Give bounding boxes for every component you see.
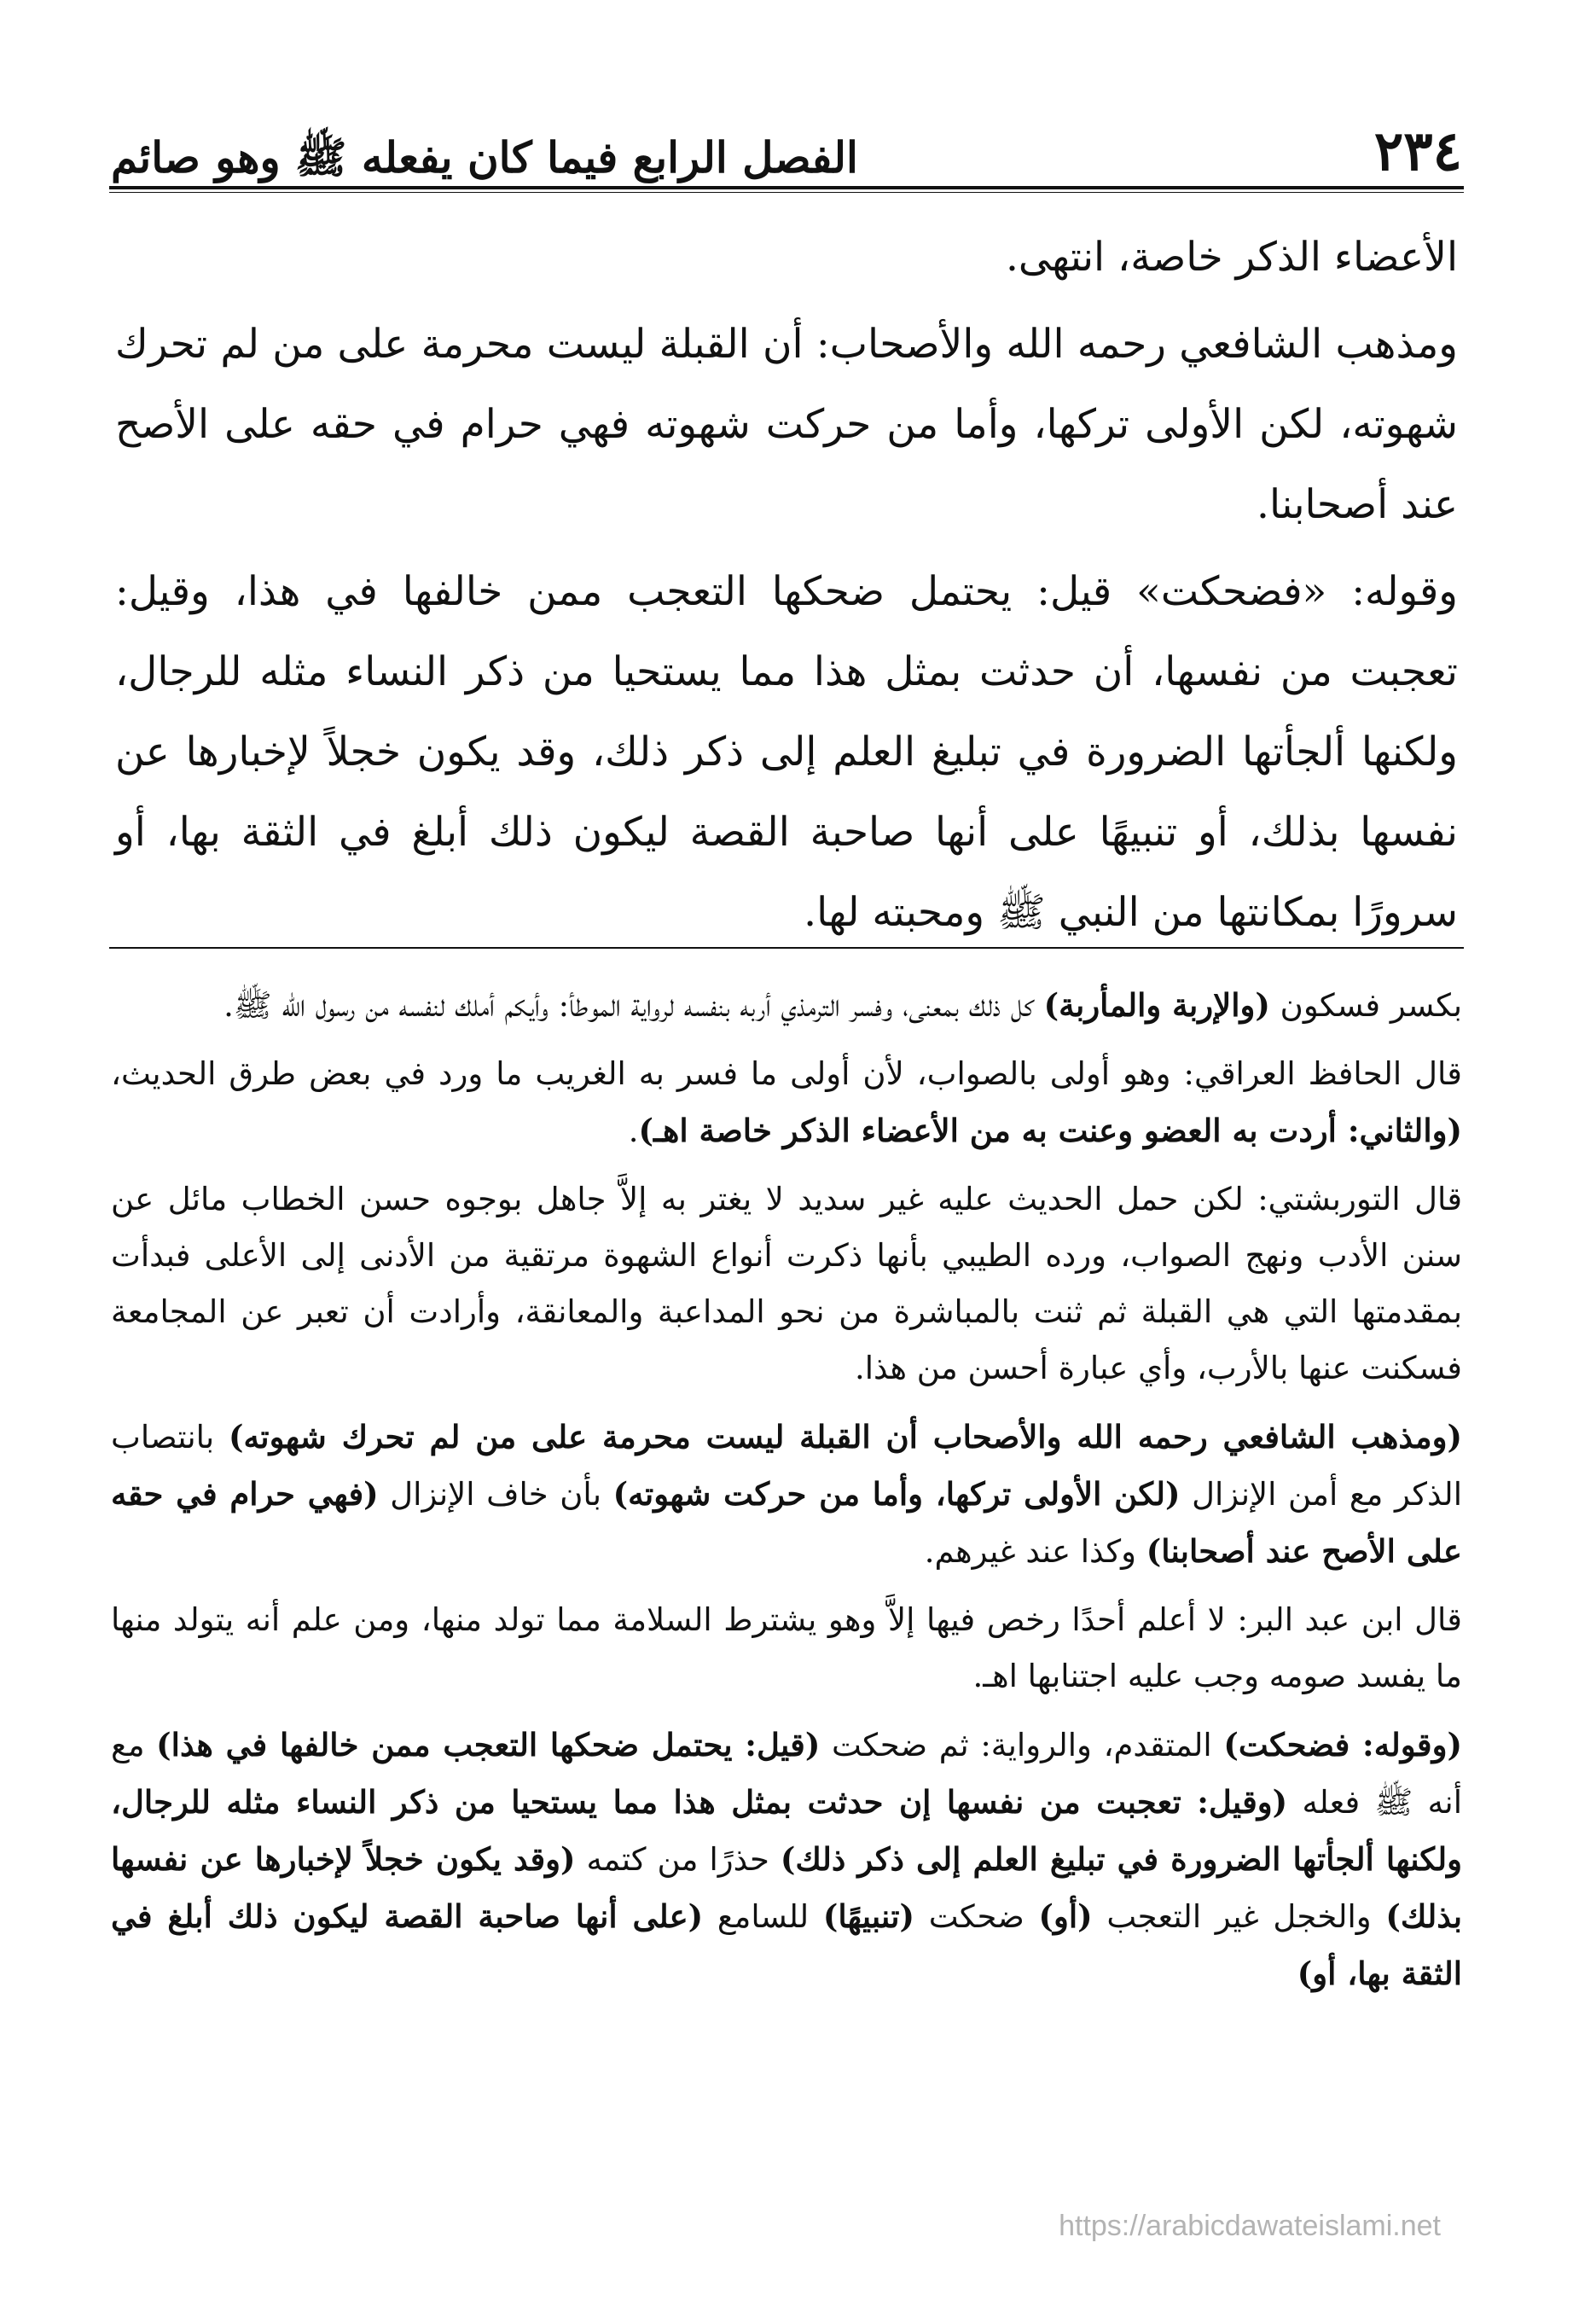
footnote-paragraph (111, 977, 1462, 1034)
footnote-text: . (628, 1113, 639, 1149)
footnote-bold-text: (أو) (1038, 1897, 1093, 1935)
footnote-paragraph (111, 1592, 1462, 1705)
footnote-bold-text: (تنبيهًا) (822, 1897, 914, 1935)
footnote-text: بأن خاف الإنزال (378, 1476, 613, 1513)
footnote-bold-text: (وقد يكون خجلاً لإخبارها عن نفسها بذلك) (111, 1840, 1463, 1935)
main-paragraph: ومذهب الشافعي رحمه الله والأصحاب: أن القبلة ليست محرمة على من لم تحرك شهوته، لكن الأولى تركها، وأما من حركت شهوته فهي حرام في حقه على الأصح عند أصحابنا. (115, 321, 1458, 528)
footnote-paragraph (111, 1171, 1462, 1397)
main-paragraph: الأعضاء الذكر خاصة، انتهى. (1005, 234, 1458, 281)
watermark-url: https://arabicdawateislami.net (1059, 2210, 1441, 2242)
footnote-text: والخجل غير التعجب (1092, 1898, 1386, 1935)
footnote-bold-text: (على أنها صاحبة القصة ليكون ذلك أبلغ في الثقة بها، أو) (111, 1897, 1462, 1992)
footnote-separator (109, 947, 1464, 949)
footnote-text: حذرًا من كتمه (575, 1841, 781, 1878)
footnote-bold-text: (ومذهب الشافعي رحمه الله والأصحاب أن القبلة ليست محرمة على من لم تحرك شهوته) (228, 1418, 1462, 1455)
footnote-text: قال ابن عبد البر: لا أعلم أحدًا رخص فيها إلاَّ وهو يشترط السلامة مما تولد منها، ومن علم أنه يتولد منها ما يفسد صومه وجب عليه اجتنابها اهـ. (111, 1601, 1462, 1694)
footnote-bold-text: (قيل: يحتمل ضحكها التعجب ممن خالفها في هذا) (156, 1726, 821, 1763)
footnote-text: كل ذلك بمعنى، وفسر الترمذي أربه بنفسه لرواية الموطأ: وأيكم أملك لنفسه من رسول الله ﷺ. (223, 987, 1044, 1024)
header-rule (109, 186, 1464, 193)
footnote-text: بانتصاب الذكر مع أمن الإنزال (111, 1419, 1462, 1513)
footnote-paragraph (111, 1046, 1462, 1159)
footnote-bold-text: (وقوله: فضحكت) (1223, 1726, 1462, 1763)
footnote-bold-text: (والإربة والمأربة) (1043, 986, 1270, 1024)
footnote-bold-text: (لكن الأولى تركها، وأما من حركت شهوته) (612, 1475, 1181, 1513)
footnote-paragraph (111, 1409, 1462, 1580)
main-paragraph: وقوله: «فضحكت» قيل: يحتمل ضحكها التعجب ممن خالفها في هذا، وقيل: تعجبت من نفسها، أن حدثت بمثل هذا مما يستحيا من ذكر النساء مثله للرجال، ولكنها ألجأتها الضرورة في تبليغ العلم إلى ذكر ذلك، وقد يكون خجلاً لإخبارها عن نفسها بذلك، أو تنبيهًا على أنها صاحبة القصة ليكون ذلك أبلغ في الثقة بها، أو سرورًا بمكانتها من النبي ﷺ ومحبته لها. (115, 568, 1458, 936)
footnote-text: المتقدم، والرواية: ثم ضحكت (820, 1727, 1224, 1763)
page-number: ٢٣٤ (1373, 119, 1462, 183)
footnotes-section (111, 977, 1462, 2014)
main-text (115, 218, 1458, 960)
footnote-bold-text: (والثاني: أردت به العضو وعنت به من الأعضاء الذكر خاصة اهـ) (638, 1112, 1462, 1149)
footnote-paragraph (111, 1717, 1462, 2002)
running-title: الفصل الرابع فيما كان يفعله ﷺ وهو صائم (111, 132, 858, 183)
footnote-bold-text: (فهي حرام في حقه على الأصح عند أصحابنا) (111, 1475, 1462, 1570)
footnote-text: بكسر فسكون (1269, 987, 1462, 1024)
footnote-text: ضحكت (914, 1898, 1039, 1935)
footnote-text: وكذا عند غيرهم. (924, 1533, 1146, 1570)
page-header (111, 101, 1462, 183)
footnote-text: قال الحافظ العراقي: وهو أولى بالصواب، لأن أولى ما فسر به الغريب ما ورد في بعض طرق الحديث، (111, 1055, 1462, 1092)
footnote-text: مع أنه ﷺ فعله (111, 1727, 1462, 1821)
footnote-text: للسامع (703, 1898, 823, 1935)
footnote-bold-text: (وقيل: تعجبت من نفسها إن حدثت بمثل هذا مما يستحيا من ذكر النساء مثله للرجال، ولكنها ألجأتها الضرورة في تبليغ العلم إلى ذكر ذلك) (111, 1783, 1463, 1878)
footnote-text: قال التوربشتي: لكن حمل الحديث عليه غير سديد لا يغتر به إلاَّ جاهل بوجوه حسن الخطاب مائل عن سنن الأدب ونهج الصواب، ورده الطيبي بأنها ذكرت أنواع الشهوة مرتقية من الأدنى إلى الأعلى فبدأت بمقدمتها التي هي القبلة ثم ثنت بالمباشرة من نحو المداعبة والمعانقة، وأرادت أن تعبر عن المجامعة فسكنت عنها بالأرب، وأي عبارة أحسن من هذا. (111, 1181, 1462, 1386)
